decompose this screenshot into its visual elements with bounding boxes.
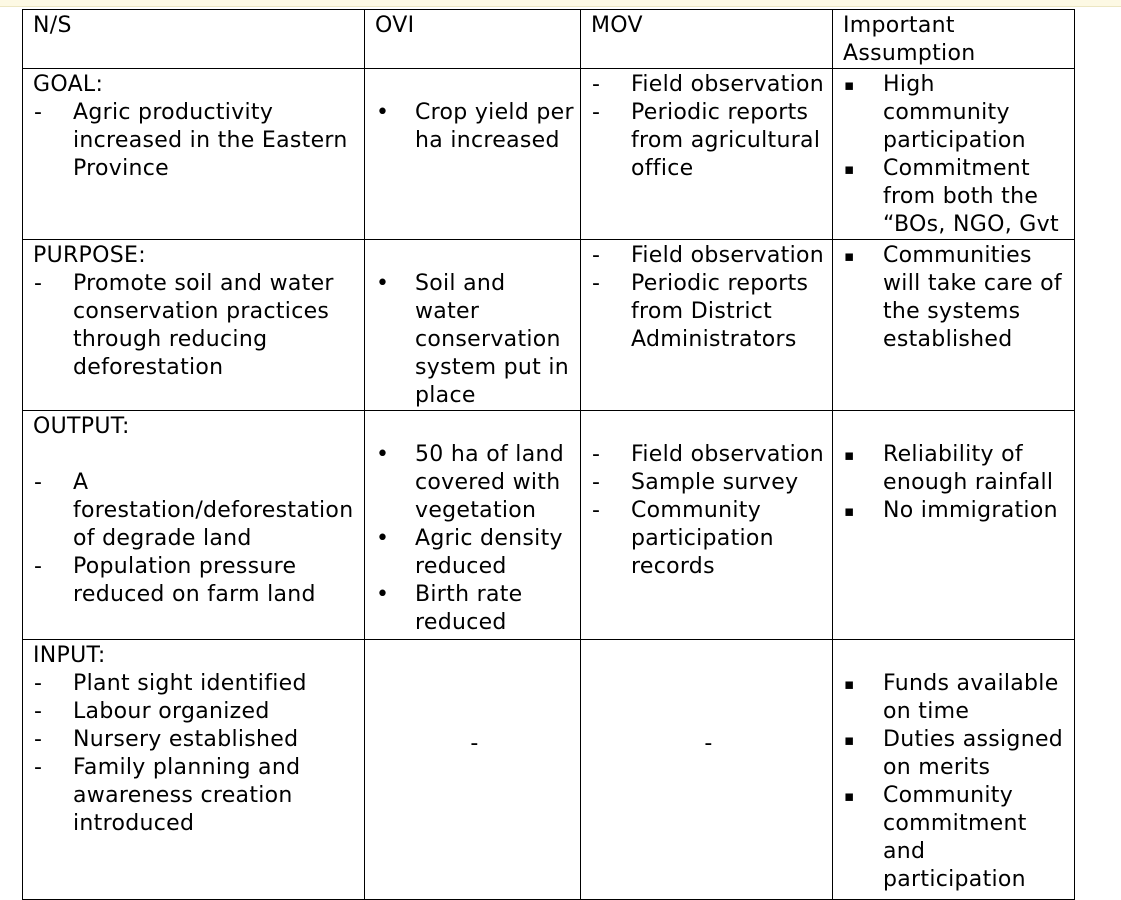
row-label: GOAL: [33, 72, 104, 97]
list-item: - Promote soil and water conservation practices through reducing deforestation [34, 271, 334, 380]
assumption-cell [833, 411, 1075, 640]
dash-marker: - [592, 100, 601, 125]
ovi-cell [365, 640, 581, 900]
assumption-cell [833, 69, 1075, 240]
square-bullet-icon: ▪ [844, 160, 855, 178]
mov-cell [581, 411, 833, 640]
table-row-purpose [23, 240, 1075, 411]
square-bullet-icon: ▪ [844, 731, 855, 749]
window-top-bar [0, 0, 1121, 7]
bullet-marker: • [376, 442, 390, 467]
list-item: - Plant sight identified [34, 671, 307, 696]
list-item: - Community participation records [592, 498, 774, 579]
ns-cell [23, 69, 365, 240]
list-item: • Soil and water conservation system put in place [376, 271, 570, 408]
list-item: ▪ No immigration [844, 498, 1058, 523]
dash-marker: - [34, 554, 43, 579]
row-label: INPUT: [33, 643, 106, 668]
row-label: OUTPUT: [33, 414, 130, 439]
dash-marker: - [34, 755, 43, 780]
mov-cell [581, 240, 833, 411]
list-item: • Agric density reduced [376, 526, 563, 579]
mov-cell [581, 640, 833, 900]
dash-marker: - [34, 671, 43, 696]
assumption-cell [833, 240, 1075, 411]
list-item: - Agric productivity increased in the Eastern Province [34, 100, 348, 181]
list-item: - Sample survey [592, 470, 799, 495]
header-cell-mov: MOV [581, 10, 833, 69]
dash-marker: - [34, 699, 43, 724]
ns-cell [23, 640, 365, 900]
square-bullet-icon: ▪ [844, 675, 855, 693]
header-row [23, 10, 1075, 69]
dash-marker: - [592, 271, 601, 296]
square-bullet-icon: ▪ [844, 247, 855, 265]
dash-marker: - [34, 470, 43, 495]
list-item: - Field observation [592, 72, 824, 97]
list-item: - Field observation [592, 442, 824, 467]
dash-marker: - [592, 470, 601, 495]
bullet-marker: • [376, 526, 390, 551]
dash-marker: - [592, 72, 601, 97]
row-label: PURPOSE: [33, 243, 146, 268]
list-item: ▪ Funds available on time [844, 671, 1059, 724]
mov-cell [581, 69, 833, 240]
square-bullet-icon: ▪ [844, 787, 855, 805]
logframe-table [22, 9, 1075, 900]
table-row-output [23, 411, 1075, 640]
square-bullet-icon: ▪ [844, 446, 855, 464]
list-item: ▪ High community participation [844, 72, 1026, 153]
list-item: - A forestation/deforestation of degrade land [34, 470, 354, 551]
list-item: • 50 ha of land covered with vegetation [376, 442, 565, 523]
bullet-marker: • [376, 100, 390, 125]
list-item: - Population pressure reduced on farm land [34, 554, 316, 607]
list-item: ▪ Community commitment and participation [844, 783, 1027, 892]
empty-value-dash: - [704, 731, 713, 756]
list-item: ▪ Reliability of enough rainfall [844, 442, 1054, 495]
bullet-marker: • [376, 271, 390, 296]
dash-marker: - [34, 727, 43, 752]
dash-marker: - [34, 271, 43, 296]
ns-cell [23, 411, 365, 640]
dash-marker: - [34, 100, 43, 125]
list-item: - Family planning and awareness creation introduced [34, 755, 301, 836]
table-row-goal [23, 69, 1075, 240]
list-item: ▪ Communities will take care of the systems established [844, 243, 1062, 352]
square-bullet-icon: ▪ [844, 76, 855, 94]
list-item: - Periodic reports from District Administrators [592, 271, 809, 352]
list-item: ▪ Duties assigned on merits [844, 727, 1064, 780]
header-cell-ovi: OVI [365, 10, 581, 69]
list-item: - Field observation [592, 243, 824, 268]
table-row-input [23, 640, 1075, 900]
ovi-cell [365, 411, 581, 640]
ns-cell [23, 240, 365, 411]
list-item: ▪ Commitment from both the “BOs, NGO, Gvt [844, 156, 1059, 237]
bullet-marker: • [376, 582, 390, 607]
square-bullet-icon: ▪ [844, 502, 855, 520]
list-item: • Crop yield per ha increased [376, 100, 574, 153]
ovi-cell [365, 69, 581, 240]
dash-marker: - [592, 442, 601, 467]
list-item: - Nursery established [34, 727, 299, 752]
assumption-cell [833, 640, 1075, 900]
dash-marker: - [592, 243, 601, 268]
dash-marker: - [592, 498, 601, 523]
empty-value-dash: - [470, 731, 479, 756]
list-item: - Periodic reports from agricultural office [592, 100, 821, 181]
list-item: • Birth rate reduced [376, 582, 523, 635]
header-cell-assumption: Important Assumption [833, 10, 1075, 69]
list-item: - Labour organized [34, 699, 270, 724]
header-cell-ns: N/S [23, 10, 365, 69]
ovi-cell [365, 240, 581, 411]
